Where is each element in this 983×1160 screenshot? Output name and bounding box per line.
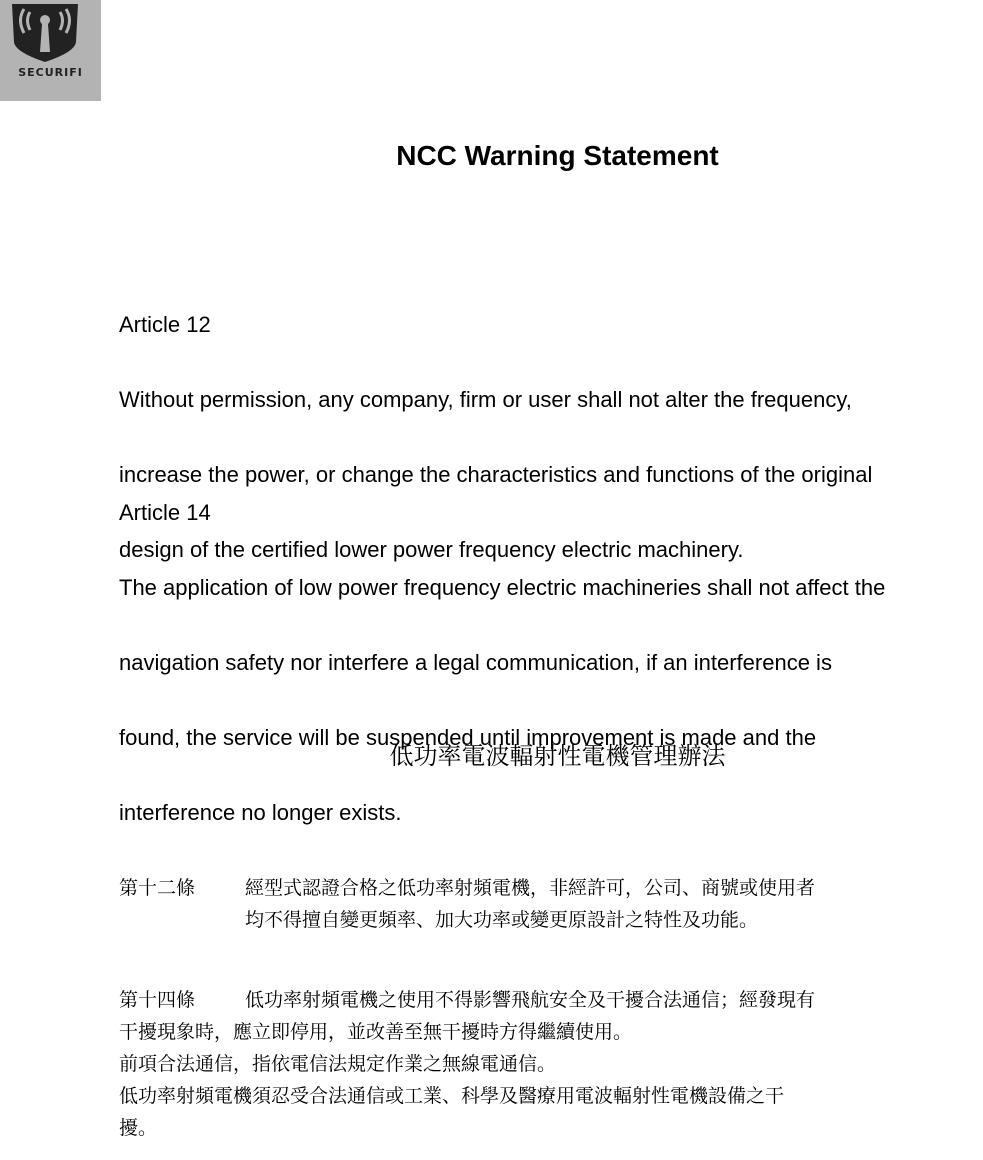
article-14-zh [119, 984, 983, 1144]
article-line: design of the certified lower power frequency electric machinery. [119, 536, 744, 562]
securifi-logo [0, 0, 101, 101]
article-14-en [119, 456, 983, 869]
logo-wordmark: SECURIFI [18, 66, 83, 79]
article-line: 低功率射頻電機須忍受合法通信或工業、科學及醫療用電波輻射性電機設備之干 [119, 1085, 785, 1107]
shield-antenna-icon [0, 0, 101, 66]
article-heading: Article 12 [119, 311, 211, 337]
page-title: NCC Warning Statement [396, 140, 719, 171]
article-label: 第十四條 [119, 989, 196, 1011]
article-line: The application of low power frequency electric machineries shall not affect the [119, 574, 886, 600]
article-line: found, the service will be suspended until improvement is made and the [119, 724, 817, 750]
article-line: increase the power, or change the characteristics and functions of the original [119, 461, 873, 487]
article-line: navigation safety nor interfere a legal communication, if an interference is [119, 649, 832, 675]
article-label: 第十二條 [119, 877, 196, 899]
article-line: 前項合法通信，指依電信法規定作業之無線電通信。 [119, 1053, 557, 1075]
article-heading: Article 14 [119, 499, 211, 525]
article-line: 經型式認證合格之低功率射頻電機，非經許可，公司、商號或使用者 [245, 877, 816, 899]
article-line: 擾。 [119, 1117, 158, 1139]
article-line: 低功率射頻電機之使用不得影響飛航安全及干擾合法通信；經發現有 [245, 989, 816, 1011]
article-line: 均不得擅自變更頻率、加大功率或變更原設計之特性及功能。 [245, 909, 759, 931]
article-12-zh [119, 872, 983, 936]
article-line: Without permission, any company, firm or user shall not alter the frequency, [119, 386, 852, 412]
article-line: 干擾現象時，應立即停用，並改善至無干擾時方得繼續使用。 [119, 1021, 633, 1043]
article-line: interference no longer exists. [119, 799, 402, 825]
zh-section-title: 低功率電波輻射性電機管理辦法 [389, 742, 726, 770]
